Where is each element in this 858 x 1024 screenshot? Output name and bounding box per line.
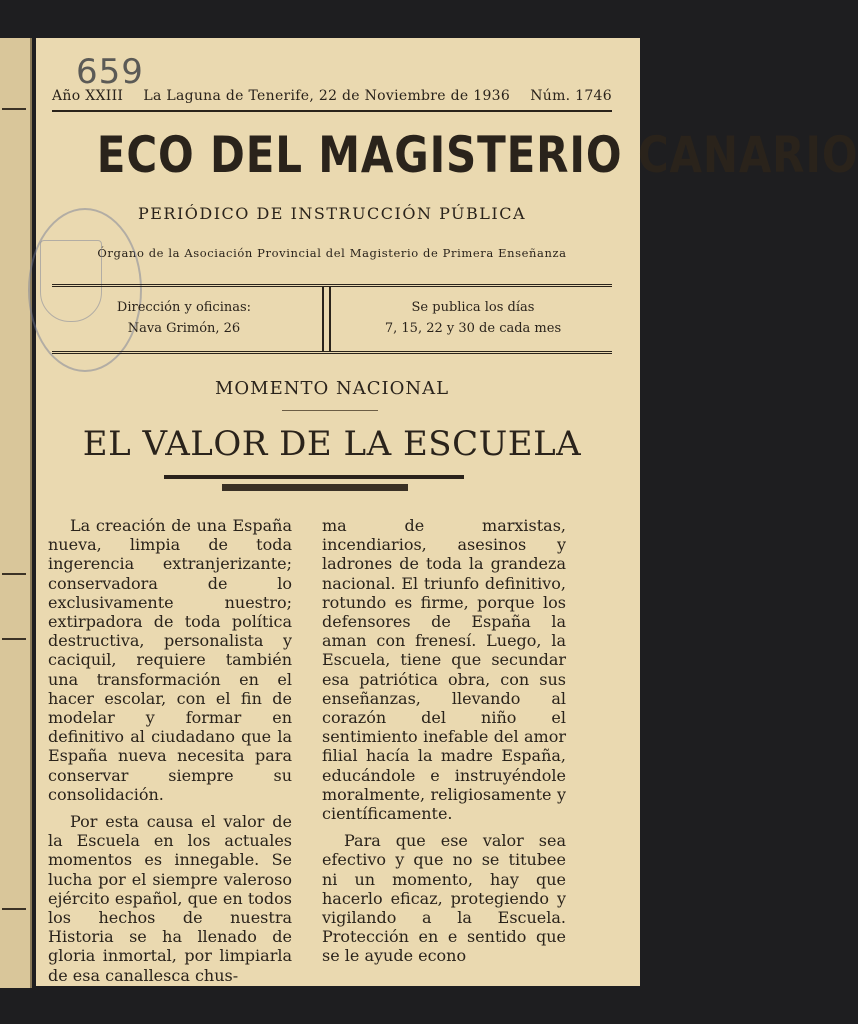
office-label: Dirección y oficinas: <box>116 300 252 315</box>
office-street: Nava Grimón, 26 <box>127 321 241 336</box>
masthead-title: ECO DEL MAGISTERIO CANARIO <box>96 126 858 184</box>
paragraph: ma de marxistas, incendiarios, asesinos y ladrones de toda la grandeza nacional. El triunfo definitivo, rotundo es firme, porque los defensores de España la aman con frenesí. Luego, la Escuela, tiene que secundar esa patriótica obra, con sus enseñanzas, llevando al corazón del niño el sentimiento inefable del amor filial hacía la madre España, educándole e instruyéndole moralmente, religiosamente y científicamente. <box>322 516 566 824</box>
newspaper-page <box>36 38 858 986</box>
days-values: 7, 15, 22 y 30 de cada mes <box>384 321 562 336</box>
paragraph: Por esta causa el valor de la Escuela en los actuales momentos es innegable. Se lucha por el siempre valeroso ejército español, que en todos los hechos de nuestra Historia se ha llenado de gloria inmortal, por limpiarla de esa canallesca chus- <box>48 812 292 985</box>
paragraph: La creación de una España nueva, limpia de toda ingerencia extranjerizante; conservadora de lo exclusivamente nuestro; extirpadora de toda política destructiva, personalista y caciquil, requiere también una transformación en el hacer escolar, con el fin de modelar y formar en definitivo al ciudadano que la España nueva necesita para conservar siempre su consolidación. <box>48 516 292 804</box>
dateline <box>52 88 612 104</box>
edge-rule <box>2 573 26 575</box>
article-column-right <box>322 516 566 974</box>
edge-rule <box>2 108 26 110</box>
place-date: La Laguna de Tenerife, 22 de Noviembre de 1936 <box>143 88 511 104</box>
volume-year: Año XXIII <box>52 88 124 104</box>
publication-days <box>334 297 612 339</box>
days-label: Se publica los días <box>411 300 535 315</box>
info-divider <box>322 287 331 351</box>
adjacent-page-edge <box>0 38 32 988</box>
office-address <box>52 297 316 339</box>
masthead-subtitle: PERIÓDICO DE INSTRUCCIÓN PÚBLICA <box>137 204 527 223</box>
headline-rule <box>164 475 464 479</box>
article-headline: EL VALOR DE LA ESCUELA <box>82 424 582 464</box>
issue-number: Núm. 1746 <box>530 88 612 104</box>
edge-rule <box>2 638 26 640</box>
headline-ornament <box>222 484 408 491</box>
section-rule <box>282 410 378 411</box>
publication-info <box>52 284 612 354</box>
masthead-organ: Órgano de la Asociación Provincial del Magisterio de Primera Enseñanza <box>97 246 567 260</box>
edge-rule <box>2 908 26 910</box>
paragraph: Para que ese valor sea efectivo y que no se titubee ni un momento, hay que hacerlo eficaz, protegiendo y vigilando a la Escuela. Protección en e sentido que se le ayude econo <box>322 831 566 966</box>
handwritten-page-number: 659 <box>76 52 144 92</box>
article-column-left <box>48 516 292 993</box>
header-rule <box>52 110 612 112</box>
section-heading: MOMENTO NACIONAL <box>214 378 450 399</box>
